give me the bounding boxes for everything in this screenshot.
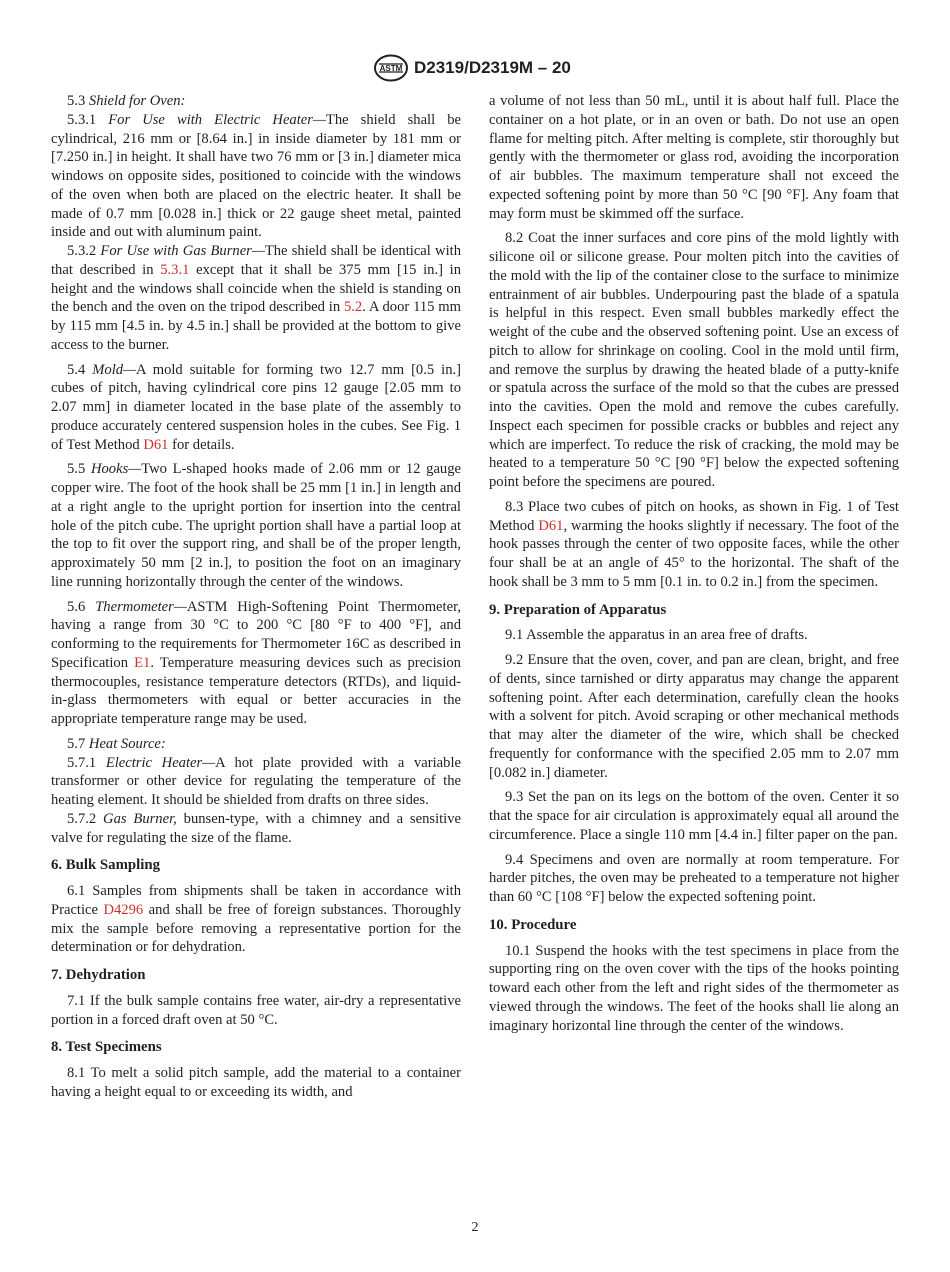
- svg-text:ASTM: ASTM: [379, 64, 403, 73]
- section-8-2: 8.2 Coat the inner surfaces and core pins of the mold lightly with silicone oil or silicone grease. Pour molten pitch into the cavities of the mold with the lip of the container close to the surface to minimize entrainment of air bubbles. Underpouring past the blade of a spatula is helpful in this respect. Even small bubbles markedly effect the weight of the cube and the observed softening point. Use an excess of pitch to allow for shrinkage on cooling. Cool in the mold until firm, and remove the surplus by drawing the heated blade of a putty-knife or spatula across the surface of the mold so that the cubes are pressed into the cavities. Open the mold and remove the cubes carefully. Inspect each specimen for possible cracks or bubbles and reject any which are imperfect. To reduce the risk of cracking, the mold may be heated to a temperature 50 °C [90 °F] below the expected softening point before the specimens are poured.: [489, 230, 899, 490]
- ref-5-2-link[interactable]: 5.2: [343, 299, 363, 316]
- section-9-3: 9.3 Set the pan on its legs on the bottom of the oven. Center it so that the space for air circulation is approximately equal all around the circumference. Place a single 110 mm [4.4 in.] filter paper on the pan.: [489, 789, 899, 843]
- section-10-1: 10.1 Suspend the hooks with the test specimens in place from the supporting ring on the oven cover with the tips of the hooks pointing toward each other from the left and right sides of the thermometer as viewed through the windows. The feet of the hooks shall lie along an imaginary horizontal line through the center of the windows.: [489, 942, 899, 1034]
- ref-d4296-link[interactable]: D4296: [103, 901, 144, 918]
- section-5-6: 5.6 Thermometer—ASTM High-Softening Point Thermometer, having a range from 30 °C to 200 °C [80 °F to 400 °F], and conforming to the requirements for Thermometer 16C as described in Specification E1. Temperature measuring devices such as precision thermocouples, resistance temperature detectors (RTDs), and liquid-in-glass thermometers with equal or better accuracies in the appropriate temperature range may be used.: [51, 598, 461, 727]
- section-9-1: 9.1 Assemble the apparatus in an area free of drafts.: [505, 627, 808, 644]
- heading-bulk-sampling: 6. Bulk Sampling: [51, 857, 160, 874]
- heading-test-specimens: 8. Test Specimens: [51, 1039, 162, 1056]
- astm-logo-icon: [373, 54, 409, 82]
- section-5-3: 5.3 Shield for Oven:: [67, 93, 186, 109]
- heading-preparation-of-apparatus: 9. Preparation of Apparatus: [489, 601, 667, 618]
- section-5-7-1: 5.7.1 Electric Heater—A hot plate provided with a variable transformer or other device for regulating the temperature of the heating element. It should be shielded from drafts on three sides.: [51, 754, 461, 808]
- ref-d61-link[interactable]: D61: [143, 436, 169, 453]
- ref-e1-link[interactable]: E1: [134, 654, 151, 671]
- section-6-1: 6.1 Samples from shipments shall be taken in accordance with Practice D4296 and shall be free of foreign substances. Thoroughly mix the sample before removing a representative portion for the determination or for dehydration.: [51, 883, 461, 956]
- ref-d61-link[interactable]: D61: [538, 517, 564, 534]
- page-number: 2: [471, 1220, 479, 1235]
- section-7-1: 7.1 If the bulk sample contains free water, air-dry a representative portion in a forced draft oven at 50 °C.: [51, 992, 461, 1028]
- section-9-2: 9.2 Ensure that the oven, cover, and pan are clean, bright, and free of dents, since tarnished or dirty apparatus may change the apparent softening point. After each determination, carefully clean the hooks with a solvent for pitch. Avoid scraping or other mechanical methods that may alter the diameter of the wire, which shall be checked frequently for conformance with the specified 2.05 mm to 2.07 mm [0.082 in.] diameter.: [489, 652, 899, 781]
- ref-5-3-1-link[interactable]: 5.3.1: [160, 261, 190, 278]
- section-8-1-continued: a volume of not less than 50 mL, until it is about half full. Place the container on a hot plate, or in an oven or bath. Do not use an open flame for melting pitch. After melting is complete, stir thoroughly but gently with the thermometer or glass rod, avoiding the incorporation of air bubbles. The maximum temperature shall not exceed the expected softening point by more than 50 °C [90 °F]. Any foam that may form must be skimmed off the surface.: [489, 93, 899, 222]
- section-8-1: 8.1 To melt a solid pitch sample, add the material to a container having a height equal to or exceeding its width, and: [51, 1065, 461, 1100]
- section-5-4: 5.4 Mold—A mold suitable for forming two 12.7 mm [0.5 in.] cubes of pitch, having cylindrical core pins 12 gauge [2.05 mm to 2.07 mm] in diameter located in the base plate of the assembly to produce accurately centered suspension holes in the cubes. See Fig. 1 of Test Method D61 for details.: [51, 361, 462, 453]
- heading-dehydration: 7. Dehydration: [51, 967, 146, 983]
- left-column: [51, 92, 461, 1102]
- page-header: [0, 54, 950, 84]
- standard-designation: D2319/D2319M – 20: [414, 58, 571, 77]
- section-8-3: 8.3 Place two cubes of pitch on hooks, as shown in Fig. 1 of Test Method D61, warming the hooks slightly if necessary. The foot of the hook passes through the center of two opposite faces, while the other four shall be at an angle of 45° to the horizontal. The shaft of the hook shall be 3 mm to 5 mm [0.1 in. to 0.2 in.] from the specimen.: [489, 498, 899, 590]
- right-column: [489, 92, 899, 1035]
- heading-procedure: 10. Procedure: [489, 916, 577, 933]
- section-5-3-2: 5.3.2 For Use with Gas Burner—The shield shall be identical with that described in 5.3.1 except that it shall be 375 mm [15 in.] in height and the windows shall coincide when the shield is standing on the bench and the oven on the tripod described in 5.2. A door 115 mm by 115 mm [4.5 in. by 4.5 in.] shall be provided at the bottom to give access to the burner.: [51, 243, 461, 353]
- section-5-7: 5.7 Heat Source:: [67, 735, 166, 752]
- section-5-3-1: 5.3.1 For Use with Electric Heater—The shield shall be cylindrical, 216 mm or [8.64 in.] in inside diameter by 181 mm or [7.250 in.] in height. It shall have two 76 mm or [3 in.] diameter mica windows on opposite sides, positioned to coincide with the windows of the oven when both are placed on the electric heater. It shall be made of 0.7 mm [0.028 in.] thick or 22 gauge sheet metal, painted inside and out with aluminum paint.: [51, 111, 461, 241]
- section-5-7-2: 5.7.2 Gas Burner, bunsen-type, with a chimney and a sensitive valve for regulating the size of the flame.: [51, 810, 462, 846]
- section-5-5: 5.5 Hooks—Two L-shaped hooks made of 2.06 mm or 12 gauge copper wire. The foot of the hook shall be 25 mm [1 in.] in length and at a right angle to the upright portion for insertion into the central hole of the pitch cube. The upright portion shall have a partial loop at the top to fit over the support ring, and shall be of the proper length, approximately 50 mm [2 in.], to position the foot on an imaginary line running horizontally through the center of the windows.: [51, 461, 461, 590]
- section-9-4: 9.4 Specimens and oven are normally at room temperature. For harder pitches, the oven may be preheated to a temperature not higher than 60 °C [108 °F] below the expected softening point.: [489, 851, 899, 905]
